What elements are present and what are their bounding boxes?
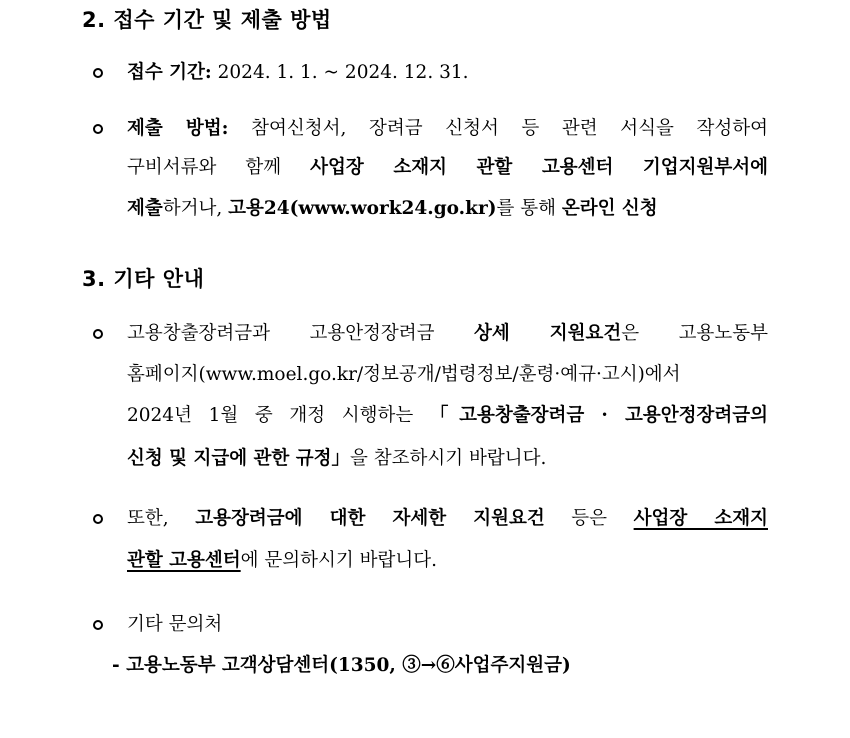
bullet-circle-icon (93, 68, 103, 78)
method-text-1: 참여신청서, 장려금 신청서 등 관련 서식을 작성하여 (228, 118, 768, 139)
info1-text-1: 고용창출장려금과 고용안정장려금 (127, 323, 475, 344)
bullet-circle-icon (93, 514, 103, 524)
info2-line-1 (127, 506, 768, 532)
info1-line-4 (127, 446, 546, 472)
info2-text-1: 또한, (127, 508, 196, 529)
method-line-3 (127, 196, 658, 222)
info1-line-1 (127, 321, 768, 347)
method-or: 하거나, (162, 198, 229, 219)
bullet-circle-icon (93, 329, 103, 339)
method-online: 온라인 신청 (561, 198, 658, 219)
bullet-circle-icon (93, 620, 103, 630)
info2-center: 관할 고용센터 (127, 550, 241, 571)
info3-label: 기타 문의처 (127, 614, 223, 635)
info2-location: 사업장 소재지 (633, 508, 768, 529)
section-2-heading: 2. 접수 기간 및 제출 방법 (82, 8, 332, 32)
info2-requirements: 고용장려금에 대한 자세한 지원요건 (195, 508, 545, 529)
method-submit: 제출 (127, 198, 163, 219)
info2-line-2 (127, 548, 437, 574)
regulation-title-1: 「고용창출장려금 · 고용안정장려금의 (429, 405, 768, 426)
method-text-2: 구비서류와 함께 (127, 157, 311, 178)
info1-text-1b: 은 고용노동부 (621, 323, 769, 344)
info2-text-2: 에 문의하시기 바랍니다. (240, 550, 438, 571)
period-line (127, 60, 469, 86)
info1-line-2 (127, 362, 768, 388)
bullet-circle-icon (93, 124, 103, 134)
period-label: 접수 기간: (127, 62, 212, 83)
work24-link[interactable]: 고용24(www.work24.go.kr) (228, 198, 497, 219)
method-label: 제출 방법: (127, 118, 229, 139)
info1-text-3: 2024년 1월 중 개정 시행하는 (127, 405, 430, 426)
method-line-1 (127, 116, 768, 142)
moel-link[interactable]: 홈페이지(www.moel.go.kr/정보공개/법령정보/훈령·예규·고시)에서 (127, 364, 681, 385)
period-value: 2024. 1. 1. ~ 2024. 12. 31. (211, 62, 469, 83)
contact-line: - 고용노동부 고객상담센터(1350, ③→⑥사업주지원금) (112, 655, 571, 676)
info1-text-4: 을 참조하시기 바랍니다. (349, 448, 547, 469)
section-3-heading: 3. 기타 안내 (82, 267, 205, 291)
info2-text-1b: 등은 (544, 508, 634, 529)
info1-requirements: 상세 지원요건 (474, 323, 622, 344)
regulation-title-2: 신청 및 지급에 관한 규정」 (127, 448, 350, 469)
method-office: 사업장 소재지 관할 고용센터 기업지원부서에 (310, 157, 768, 178)
method-via: 를 통해 (496, 198, 562, 219)
method-line-2 (127, 155, 768, 181)
info1-line-3 (127, 403, 768, 429)
